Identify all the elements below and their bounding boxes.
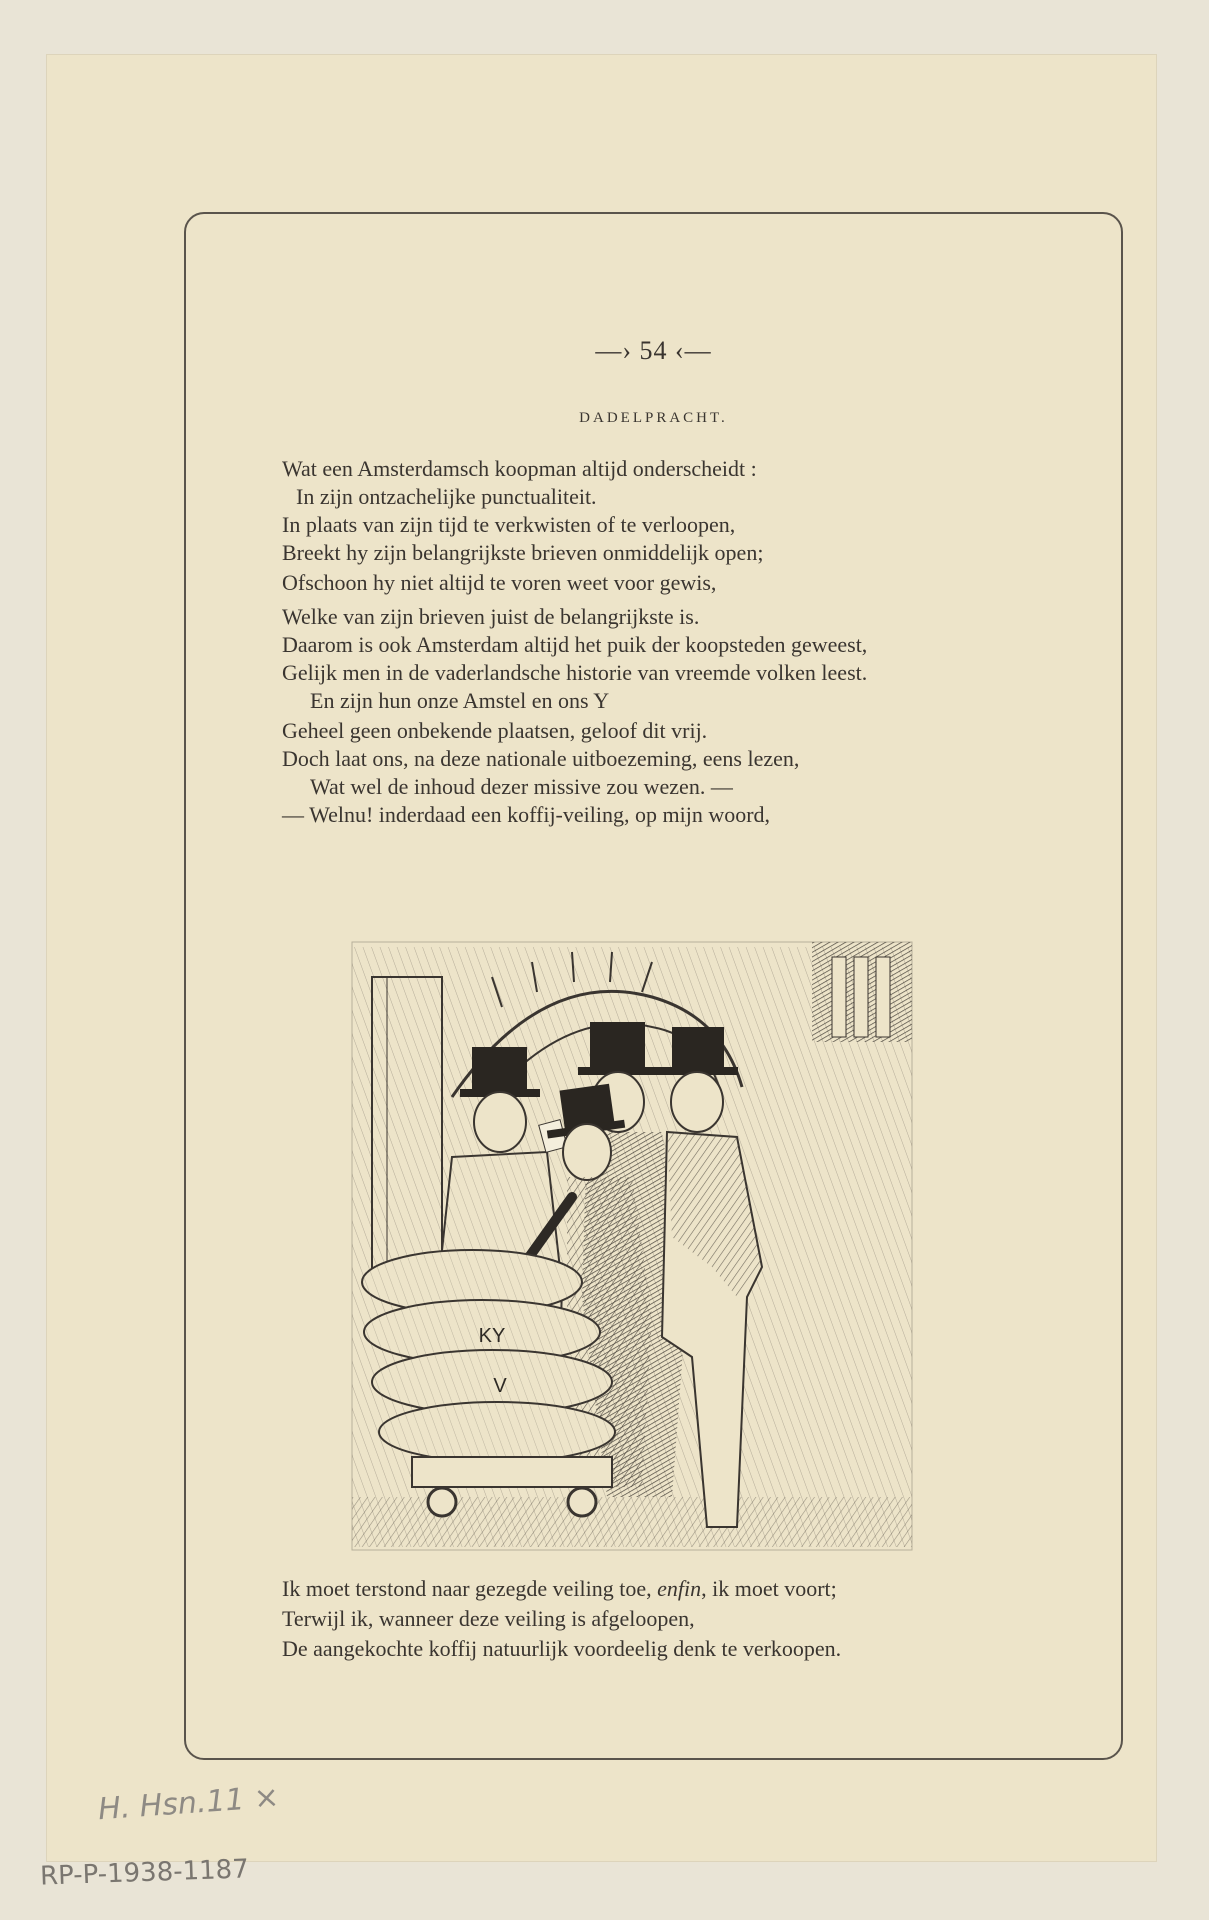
sack-label: V xyxy=(493,1375,507,1397)
verse-line: Welke van zijn brieven juist de belangrijkste is. xyxy=(282,604,700,629)
page-border xyxy=(184,212,1123,1760)
verse-line: — Welnu! inderdaad een koffij-veiling, op mijn woord, xyxy=(282,802,771,827)
pencil-annotation: H. Hsn.11 × xyxy=(96,1779,281,1828)
page-number: —› 54 ‹— xyxy=(595,336,712,365)
verse-line: In plaats van zijn tijd te verkwisten of te verloopen, xyxy=(282,512,736,537)
verse-line: Ofschoon hy niet altijd te voren weet voor gewis, xyxy=(282,570,717,595)
verse-line: In zijn ontzachelijke punctualiteit. xyxy=(296,484,597,509)
verse-line: Ik moet terstond naar gezegde veiling toe, enfin, ik moet voort; xyxy=(282,1576,837,1601)
accession-number: RP-P-1938-1187 xyxy=(39,1854,250,1892)
verse-line: Doch laat ons, na deze nationale uitboezeming, eens lezen, xyxy=(282,746,800,771)
sack-label: KY xyxy=(478,1325,506,1347)
verse-line: De aangekochte koffij natuurlijk voordeelig denk te verkoopen. xyxy=(282,1636,842,1661)
verse-line: Daarom is ook Amsterdam altijd het puik der koopsteden geweest, xyxy=(282,632,868,657)
verse-line: Geheel geen onbekende plaatsen, geloof dit vrij. xyxy=(282,718,708,743)
verse-line: Breekt hy zijn belangrijkste brieven onmiddelijk open; xyxy=(282,540,764,565)
verse-line: En zijn hun onze Amstel en ons Y xyxy=(310,688,610,713)
verse-line: Terwijl ik, wanneer deze veiling is afgeloopen, xyxy=(282,1606,695,1631)
verse-line: Gelijk men in de vaderlandsche historie van vreemde volken leest. xyxy=(282,660,868,685)
verse-line: Wat een Amsterdamsch koopman altijd onderscheidt : xyxy=(282,456,757,481)
poem-title: DADELPRACHT. xyxy=(579,410,728,426)
verse-line: Wat wel de inhoud dezer missive zou wezen. — xyxy=(310,774,733,799)
engraving-illustration xyxy=(342,937,922,1555)
paper-sheet xyxy=(46,54,1157,1862)
